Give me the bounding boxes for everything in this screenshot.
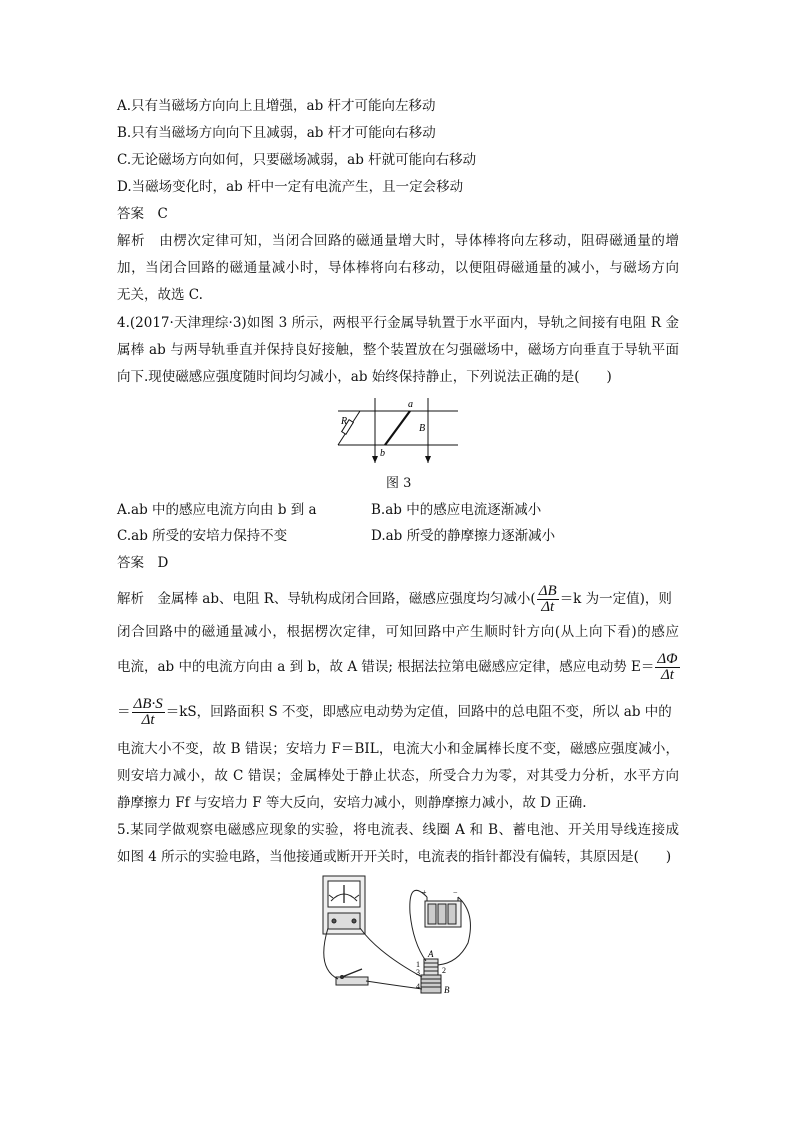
label-4: 4	[416, 982, 420, 991]
q4-analysis-4a: ＝	[117, 704, 131, 720]
q3-option-a: A.只有当磁场方向向上且增强，ab 杆才可能向左移动	[117, 98, 436, 114]
fraction-denominator: Δt	[141, 712, 155, 728]
q4-stem-line-1: 4.(2017·天津理综·3)如图 3 所示，两根平行金属导轨置于水平面内，导轨之间接有电阻 R 金	[117, 315, 679, 331]
q3-answer: 答案 C	[117, 206, 168, 222]
fraction-denominator: Δt	[661, 667, 674, 683]
coil-A	[424, 959, 438, 975]
label-1: 1	[416, 960, 420, 969]
q3-option-b: B.只有当磁场方向向下且减弱，ab 杆才可能向右移动	[117, 125, 436, 141]
wire-galvanometer-coilB	[360, 928, 422, 977]
q3-option-c: C.无论磁场方向如何，只要磁场减弱，ab 杆就可能向右移动	[117, 152, 477, 168]
q4-analysis-line-6: 则安培力减小，故 C 错误；金属棒处于静止状态，所受合力为零，对其受力分析，水平方向	[117, 768, 679, 784]
label-plus: +	[422, 888, 427, 897]
q3-analysis-line-1: 解析 由楞次定律可知，当闭合回路的磁通量增大时，导体棒将向左移动，阻碍磁通量的增	[117, 233, 679, 249]
fraction-numerator: ΔB·S	[133, 696, 163, 712]
field-arrow-1	[372, 456, 378, 463]
q4-analysis-1a: 解析 金属棒 ab、电阻 R、导轨构成闭合回路，磁感应强度均匀减小(	[117, 591, 536, 607]
figure-4-circuit-illustration	[318, 873, 478, 998]
q4-analysis-line-2: 闭合回路中的磁通量减小，根据楞次定律，可知回路中产生顺时针方向(从上向下看)的感应	[117, 624, 679, 640]
q5-stem-line-1: 5.某同学做观察电磁感应现象的实验，将电流表、线圈 A 和 B、蓄电池、开关用导线连接成	[117, 822, 679, 838]
q4-analysis-line-5: 电流大小不变，故 B 错误；安培力 F＝BIL，电流大小和金属棒长度不变，磁感应强度减小，	[117, 741, 679, 757]
fraction-numerator: ΔB	[538, 583, 557, 599]
q4-answer: 答案 D	[117, 555, 169, 571]
label-3: 3	[416, 968, 420, 977]
q4-stem-line-3: 向下.现使磁感应强度随时间均匀减小，ab 始终保持静止，下列说法正确的是( )	[117, 369, 612, 385]
fraction-denominator: Δt	[541, 599, 555, 615]
figure-3-rail-diagram	[330, 393, 470, 468]
q4-analysis-line-3	[117, 652, 681, 683]
q4-analysis-4b: ＝kS，回路面积 S 不变，即感应电动势为定值，回路中的总电阻不变，所以 ab 中的	[165, 704, 672, 720]
wire-switch-coilB	[366, 981, 422, 989]
q4-analysis-line-1	[117, 584, 672, 615]
coil-B	[421, 975, 441, 993]
q4-analysis-line-7: 静摩擦力 Ff 与安培力 F 等大反向，安培力减小，则静摩擦力减小，故 D 正确.	[117, 795, 587, 811]
rod-ab	[385, 411, 410, 445]
switch	[336, 969, 368, 985]
wire-galvanometer-switch	[324, 928, 338, 979]
figure-3-caption: 图 3	[386, 476, 412, 491]
galvanometer	[323, 876, 365, 934]
wire-battery-coilA	[410, 890, 427, 961]
label-minus: −	[453, 888, 458, 897]
q4-analysis-line-4	[117, 697, 672, 728]
label-R: R	[341, 416, 348, 427]
label-b: b	[380, 448, 385, 459]
q4-option-d: D.ab 所受的静摩擦力逐渐减小	[371, 528, 556, 544]
label-coil-A: A	[428, 949, 434, 959]
field-arrow-2	[425, 456, 431, 463]
label-coil-B: B	[444, 985, 450, 995]
label-2: 2	[442, 966, 446, 975]
fraction-dB-dt	[537, 584, 559, 615]
q4-option-a: A.ab 中的感应电流方向由 b 到 a	[117, 502, 317, 518]
fraction-numerator: ΔΦ	[657, 651, 678, 667]
label-a: a	[408, 399, 413, 410]
q4-option-b: B.ab 中的感应电流逐渐减小	[371, 502, 542, 518]
q3-analysis-line-3: 无关，故选 C.	[117, 287, 203, 303]
q4-option-c: C.ab 所受的安培力保持不变	[117, 528, 288, 544]
q4-analysis-3a: 电流，ab 中的电流方向由 a 到 b，故 A 错误; 根据法拉第电磁感应定律，感应电动势 E＝	[117, 659, 655, 675]
q3-analysis-line-2: 加，当闭合回路的磁通量减小时，导体棒将向右移动，以便阻碍磁通量的减小，与磁场方向	[117, 260, 679, 276]
q5-stem-line-2: 如图 4 所示的实验电路，当他接通或断开开关时，电流表的指针都没有偏转，其原因是( )	[117, 849, 672, 865]
q4-stem-line-2: 属棒 ab 与两导轨垂直并保持良好接触，整个装置放在匀强磁场中，磁场方向垂直于导轨平面	[117, 342, 679, 358]
battery	[425, 897, 461, 927]
fraction-dPhi-dt	[655, 652, 679, 683]
q4-analysis-1b: ＝k 为一定值)，则	[559, 591, 672, 607]
label-B: B	[419, 423, 426, 434]
fraction-dBS-dt	[132, 697, 165, 728]
q3-option-d: D.当磁场变化时，ab 杆中一定有电流产生，且一定会移动	[117, 179, 464, 195]
